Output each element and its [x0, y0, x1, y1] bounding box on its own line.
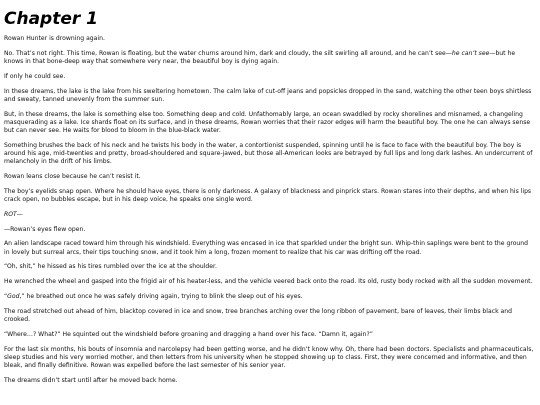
- paragraph: “Where…? What?” He squinted out the windshield before groaning and dragging a hand over his face. “Damn it, again?”: [4, 330, 373, 338]
- paragraph: Rowan leans close because he can’t resist it.: [4, 173, 141, 180]
- paragraph: If only he could see.: [4, 72, 66, 80]
- paragraph: The boy’s eyelids snap open. Where he should have eyes, there is only darkness. A galaxy of blackness and pinprick stars. Rowan stares into their depths, and when his lips crack open, no bubbles escape, but in his deep voice, he speaks one single word.: [4, 187, 532, 203]
- paragraph: Something brushes the back of his neck and he twists his body in the water, a contortionist suspended, spinning until he is face to face with the beautiful boy. The boy is around his age, mid-twenties and pretty, broad-shouldered and square-jawed, but those all-American looks are betrayed by full lips and long dark lashes. An undercurrent of melancholy in the drift of his limbs.: [4, 141, 533, 166]
- paragraph: ROT—: [4, 210, 23, 218]
- paragraph: An alien landscape raced toward him through his windshield. Everything was encased in ice that sparkled under the bright sun. Whip-thin saplings were bent to the ground in lovely but surreal arcs, their tips touching snow, and it took him a long, frozen moment to realize that his car was drifting off the road.: [4, 240, 529, 256]
- paragraph: In these dreams, the lake is the lake from his sweltering hometown. The calm lake of cut-off jeans and popsicles dropped in the sand, watching the other teen boys shirtless and sweaty, tanned unevenly from the summer sun.: [4, 87, 532, 103]
- paragraph: No. That’s not right. This time, Rowan is floating, but the water churns around him, dark and cloudy, the silt swirling all around, and he can’t see—he can’t see—but he knows in that bone-deep way that somewhere very near, the beautiful boy is dying again.: [4, 49, 516, 65]
- paragraph: The dreams didn’t start until after he moved back home.: [4, 376, 178, 384]
- document-page: [4, 0, 535, 392]
- paragraph: The road stretched out ahead of him, blacktop covered in ice and snow, tree branches arching over the long ribbon of pavement, bare of leaves, their limbs black and crooked.: [4, 307, 513, 323]
- paragraph: “God,” he breathed out once he was safely driving again, trying to blink the sleep out of his eyes.: [4, 292, 303, 300]
- chapter-title: Chapter 1: [4, 9, 99, 29]
- paragraph: “Oh, shit,” he hissed as his tires rumbled over the ice at the shoulder.: [4, 263, 217, 271]
- paragraph: —Rowan’s eyes flew open.: [4, 225, 86, 233]
- paragraph: He wrenched the wheel and gasped into the frigid air of his heater-less, and the vehicle veered back onto the road. Its old, rusty body rocked with all the sudden movement.: [4, 278, 533, 286]
- paragraph: Rowan Hunter is drowning again.: [4, 35, 105, 42]
- paragraph: For the last six months, his bouts of insomnia and narcolepsy had been getting worse, and he didn’t know why. Oh, there had been doctors. Specialists and pharmaceuticals, sleep studies and his very worried mother, and then letters from his university when he stopped showing up to class. First, they were concerned and informative, and then bleak, and finally definitive. Rowan was expelled before the last semester of his senior year.: [4, 345, 534, 369]
- paragraph: But, in these dreams, the lake is something else too. Something deep and cold. Unfathomably large, an ocean swaddled by rocky shorelines and misnamed, a changeling masquerading as a lake. Ice shards float on its surface, and in these dreams, Rowan worries that their razor edges will harm the beautiful boy. The one he can always sense but can never see. He waits for blood to bloom in the blue-black water.: [4, 110, 531, 134]
